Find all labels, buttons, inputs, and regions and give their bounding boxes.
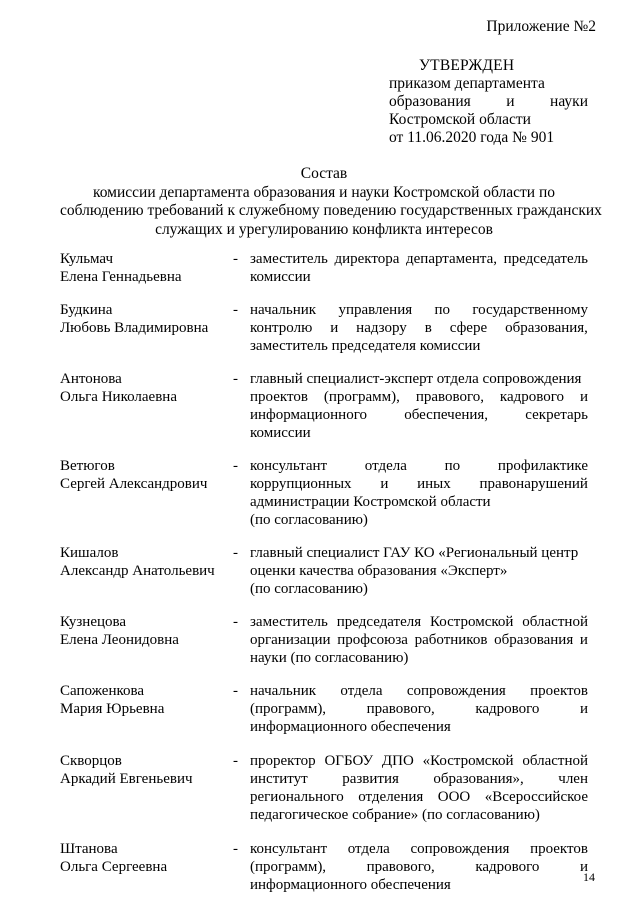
role-word: кадрового [475, 859, 540, 875]
member-dash: - [233, 683, 238, 699]
approval-line-4: от 11.06.2020 года № 901 [389, 129, 555, 146]
role-word: обеспечения, [404, 407, 489, 423]
member-role [250, 370, 588, 442]
role-word: институт [250, 771, 308, 787]
role-line: (по согласованию) [250, 512, 368, 528]
role-line: комиссии [250, 269, 311, 285]
member-given-names: Александр Анатольевич [60, 563, 215, 579]
role-line: главный специалист-эксперт отдела сопровождения [250, 371, 582, 387]
role-word: проектов [530, 841, 588, 857]
role-word: областной [522, 614, 588, 630]
member-role [250, 613, 588, 667]
member-dash: - [233, 371, 238, 387]
role-line [250, 631, 588, 649]
member-given-names: Любовь Владимировна [60, 320, 209, 336]
member-name [60, 682, 235, 718]
title-line: Состав [300, 165, 348, 182]
member-dash: - [233, 614, 238, 630]
member-name [60, 370, 235, 406]
role-line [250, 752, 588, 770]
document-title [60, 165, 602, 239]
role-word: коррупционных [250, 476, 352, 492]
role-word: «Костромской [422, 753, 514, 769]
role-line: заместитель председателя комиссии [250, 338, 481, 354]
title-line: соблюдению требований к служебному поведению государственных гражданских [60, 202, 602, 219]
member-name [60, 752, 235, 788]
role-line [250, 613, 588, 631]
member-name [60, 613, 235, 649]
member-dash: - [233, 458, 238, 474]
role-word: образования», [433, 771, 524, 787]
role-line: информационного обеспечения [250, 877, 451, 893]
member-surname: Скворцов [60, 753, 122, 769]
role-word: (программ), [323, 389, 400, 405]
approval-block [389, 57, 588, 147]
role-line: главный специалист ГАУ КО «Региональный центр [250, 545, 579, 561]
role-line [250, 301, 588, 319]
member-name [60, 544, 235, 580]
role-word: образования, [505, 320, 588, 336]
member-role [250, 544, 588, 598]
member-row [60, 370, 588, 442]
role-word: член [558, 771, 588, 787]
page-number: 14 [583, 870, 595, 884]
member-given-names: Елена Геннадьевна [60, 269, 182, 285]
member-dash: - [233, 753, 238, 769]
role-word: и [579, 859, 588, 875]
member-name [60, 301, 235, 337]
member-given-names: Аркадий Евгеньевич [60, 771, 193, 787]
member-role [250, 840, 588, 894]
member-row [60, 613, 588, 667]
role-word: областной [522, 753, 588, 769]
member-surname: Антонова [60, 371, 122, 387]
role-line [250, 770, 588, 788]
role-line [250, 840, 588, 858]
role-word: ОГБОУ [324, 753, 374, 769]
member-role [250, 752, 588, 824]
role-word: правового, [366, 701, 435, 717]
approval-word: и [506, 93, 515, 110]
role-line [250, 475, 588, 493]
role-word: и [330, 320, 339, 336]
role-word: в [424, 320, 432, 336]
role-word: ООО [437, 789, 471, 805]
role-word: развития [342, 771, 399, 787]
role-word: начальник [250, 683, 317, 699]
role-word: заместитель [250, 251, 328, 267]
member-surname: Будкина [60, 302, 113, 318]
title-line: комиссии департамента образования и науки Костромской области по [92, 183, 556, 201]
role-line: педагогическое собрание» (по согласованию) [250, 807, 540, 823]
role-word: «Всероссийское [484, 789, 588, 805]
role-word: образования [494, 632, 574, 648]
title-line: служащих и урегулированию конфликта интересов [155, 220, 493, 238]
member-given-names: Сергей Александрович [60, 476, 208, 492]
member-row [60, 840, 588, 894]
role-line [250, 788, 588, 806]
member-given-names: Ольга Николаевна [60, 389, 177, 405]
member-given-names: Мария Юрьевна [60, 701, 165, 717]
role-word: надзору [356, 320, 407, 336]
role-word: государственному [472, 302, 588, 318]
role-word: информационного [250, 407, 367, 423]
member-role [250, 301, 588, 355]
role-word: и [579, 701, 588, 717]
member-row [60, 544, 588, 598]
role-word: консультант [250, 458, 328, 474]
member-surname: Сапоженкова [60, 683, 145, 699]
role-word: профилактике [497, 458, 588, 474]
member-role [250, 682, 588, 736]
role-word: председатель [503, 251, 588, 267]
member-name [60, 250, 235, 286]
member-surname: Штанова [60, 841, 118, 857]
role-line [250, 700, 588, 718]
member-surname: Кузнецова [60, 614, 127, 630]
role-word: начальник [250, 302, 317, 318]
role-word: отдела [364, 458, 407, 474]
role-word: по [444, 458, 461, 474]
role-word: управления [338, 302, 413, 318]
role-word: отдела [347, 841, 390, 857]
approval-line-1: приказом департамента [389, 75, 545, 92]
role-line: комиссии [250, 425, 311, 441]
role-word: (программ), [250, 859, 327, 875]
role-word: организации [250, 632, 331, 648]
approval-heading: УТВЕРЖДЕН [419, 57, 515, 74]
role-word: кадрового [499, 389, 565, 405]
member-name [60, 840, 235, 876]
role-word: Костромской [430, 614, 514, 630]
role-line: информационного обеспечения [250, 719, 451, 735]
member-dash: - [233, 841, 238, 857]
role-line [250, 682, 588, 700]
role-line [250, 388, 588, 406]
role-line [250, 457, 588, 475]
role-word: заместитель [250, 614, 328, 630]
role-line [250, 250, 588, 268]
role-word: проектов [530, 683, 588, 699]
approval-word: науки [550, 93, 588, 110]
role-word: правового, [415, 389, 484, 405]
member-row [60, 682, 588, 736]
role-word: консультант [250, 841, 328, 857]
role-word: профсоюза [337, 632, 408, 648]
role-word: отделения [358, 789, 424, 805]
role-word: и [579, 389, 588, 405]
member-row [60, 457, 588, 529]
role-line: оценки качества образования «Эксперт» [250, 563, 508, 579]
role-word: ДПО [381, 753, 414, 769]
role-line [250, 319, 588, 337]
role-word: кадрового [475, 701, 540, 717]
member-dash: - [233, 251, 238, 267]
role-word: и [579, 632, 588, 648]
member-surname: Ветюгов [60, 458, 115, 474]
role-line: науки (по согласованию) [250, 650, 409, 666]
role-line: администрации Костромской области [250, 494, 491, 510]
approval-line-2 [389, 93, 588, 111]
member-row [60, 250, 588, 286]
member-name [60, 457, 235, 493]
member-row [60, 752, 588, 824]
role-word: секретарь [525, 407, 588, 423]
role-word: (программ), [250, 701, 327, 717]
role-word: и [380, 476, 389, 492]
role-word: председателя [336, 614, 422, 630]
member-role [250, 457, 588, 529]
role-line: (по согласованию) [250, 581, 368, 597]
member-dash: - [233, 545, 238, 561]
approval-word: образования [389, 93, 471, 110]
role-word: директора [334, 251, 400, 267]
role-word: сопровождения [406, 683, 506, 699]
role-word: правонарушений [479, 476, 588, 492]
role-word: правового, [366, 859, 435, 875]
member-surname: Кишалов [60, 545, 119, 561]
role-word: сфере [449, 320, 488, 336]
member-given-names: Ольга Сергеевна [60, 859, 168, 875]
member-dash: - [233, 302, 238, 318]
role-word: сопровождения [410, 841, 510, 857]
role-word: работников [414, 632, 488, 648]
role-word: отдела [340, 683, 383, 699]
role-word: иных [417, 476, 451, 492]
role-word: регионального [250, 789, 344, 805]
role-line [250, 858, 588, 876]
member-given-names: Елена Леонидовна [60, 632, 179, 648]
member-row [60, 301, 588, 355]
role-word: проректор [250, 753, 316, 769]
member-role [250, 250, 588, 286]
role-word: департамента, [406, 251, 497, 267]
role-word: проектов [250, 389, 308, 405]
role-word: по [434, 302, 451, 318]
role-line [250, 406, 588, 424]
role-word: контролю [250, 320, 313, 336]
member-list [60, 250, 588, 894]
member-surname: Кульмач [60, 251, 114, 267]
approval-line-3: Костромской области [389, 111, 531, 128]
appendix-label: Приложение №2 [486, 18, 596, 35]
